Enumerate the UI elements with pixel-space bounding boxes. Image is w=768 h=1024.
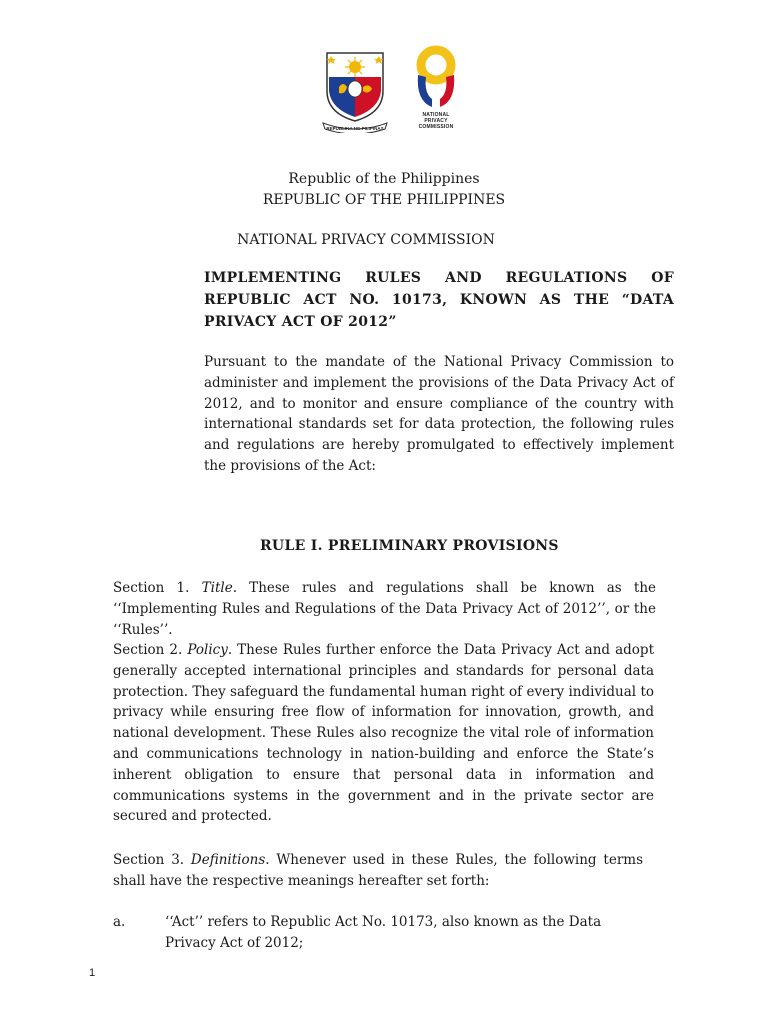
- rule-title: RULE I. PRELIMINARY PROVISIONS: [260, 538, 559, 554]
- npc-logo: [406, 45, 466, 145]
- preamble-paragraph: Pursuant to the mandate of the National Privacy Commission to administer and implement the provisions of the Data Privacy Act of 2012, and to monitor and ensure compliance of the country with international standards set for data protection, the following rules and regulations are hereby promulgated to effectively implement the provisions of the Act:: [204, 354, 674, 474]
- definition-text: ‘‘Act’’ refers to Republic Act No. 10173, also known as the Data Privacy Act of 2012;: [165, 914, 602, 951]
- section-3: Section 3. Definitions. Whenever used in these Rules, the following terms shall have the respective meanings hereafter set forth:: [113, 852, 644, 889]
- header-line-2: REPUBLIC OF THE PHILIPPINES: [262, 192, 506, 208]
- definition-item-a: [113, 912, 643, 954]
- npc-keyhole-icon: [406, 45, 466, 111]
- svg-text:REPUBLIKA NG PILIPINAS: REPUBLIKA NG PILIPINAS: [326, 126, 384, 131]
- section-1: Section 1. Title. These rules and regulations shall be known as the ‘‘Implementing Rules and Regulations of the Data Privacy Act of 2012’’, or the ‘‘Rules’’.: [113, 580, 657, 638]
- npc-logo-text: NATIONAL PRIVACY COMMISSION: [418, 112, 454, 130]
- header-line-1: Republic of the Philippines: [288, 171, 480, 187]
- commission-name: NATIONAL PRIVACY COMMISSION: [237, 232, 495, 248]
- section-2: Section 2. Policy. These Rules further enforce the Data Privacy Act and adopt generally accepted international principles and standards for personal data protection. They safeguard the fundamental human right of every individual to privacy while ensuring free flow of information for innovation, growth, and national development. These Rules also recognize the vital role of information and communications technology in nation-building and enforce the State’s inherent obligation to ensure that personal data in information and communications systems in the government and in the private sector are secured and protected.: [113, 642, 654, 825]
- document-title: IMPLEMENTING RULES AND REGULATIONS OF REPUBLIC ACT NO. 10173, KNOWN AS THE “DATA PRIVACY ACT OF 2012”: [204, 270, 674, 330]
- philippine-coat-of-arms-icon: [319, 47, 391, 133]
- list-marker: a.: [113, 914, 126, 930]
- page-number: 1: [89, 967, 96, 979]
